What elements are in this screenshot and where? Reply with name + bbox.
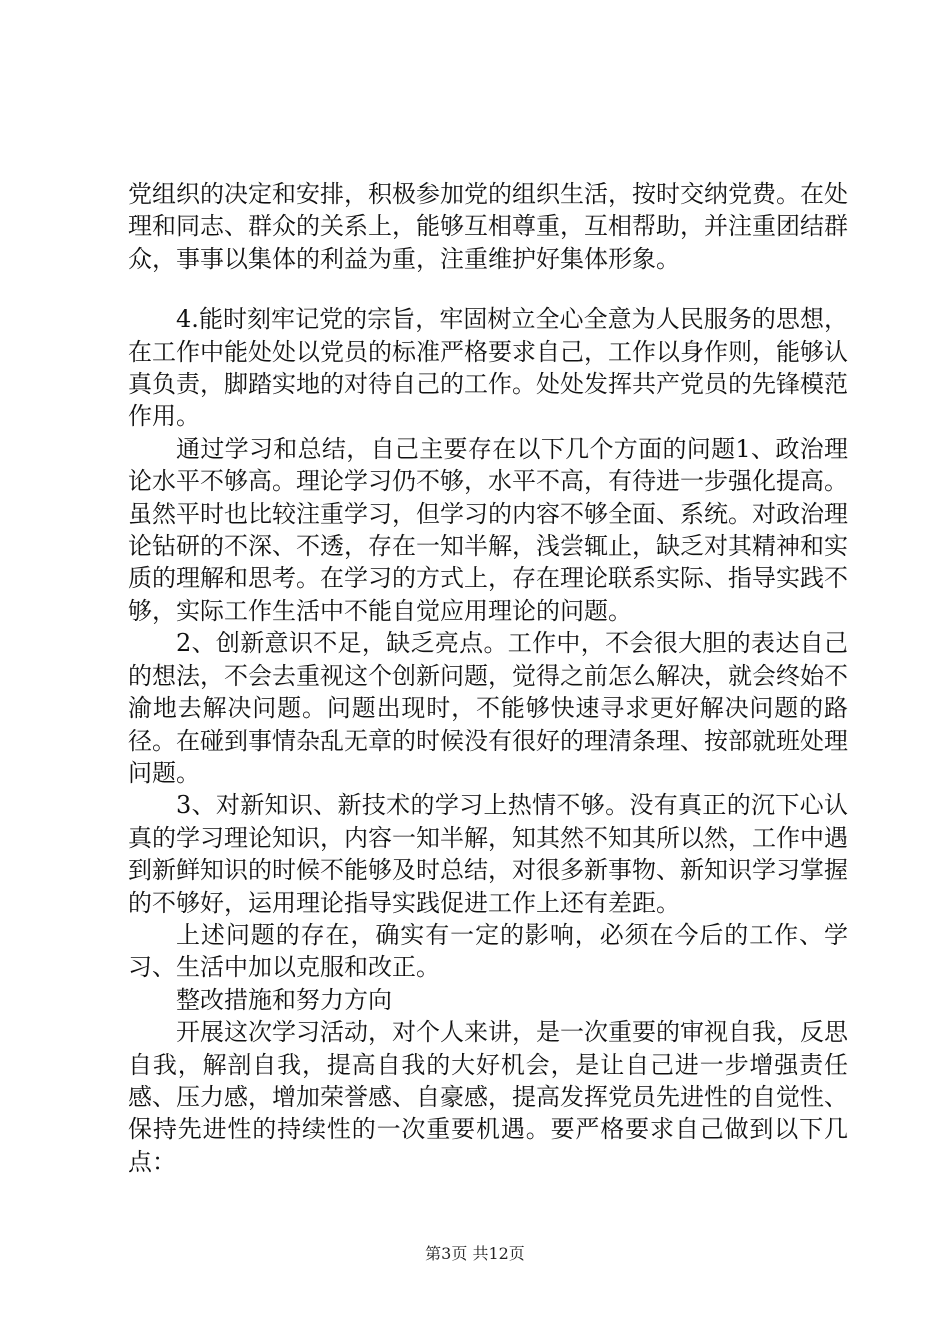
paragraph-problem-2: 2、创新意识不足，缺乏亮点。工作中，不会很大胆的表达自己的想法，不会去重视这个创新问题，觉得之前怎么解决，就会终始不渝地去解决问题。问题出现时，不能够快速寻求更好解决问题的路径。在碰到事情杂乱无章的时候没有很好的理清条理、按部就班处理问题。 [128,629,848,787]
paragraph-problems-intro: 通过学习和总结，自己主要存在以下几个方面的问题1、政治理论水平不够高。理论学习仍不够，水平不高，有待进一步强化提高。虽然平时也比较注重学习，但学习的内容不够全面、系统。对政治理论钻研的不深、不透，存在一知半解，浅尝辄止，缺乏对其精神和实质的理解和思考。在学习的方式上，存在理论联系实际、指导实践不够，实际工作生活中不能自觉应用理论的问题。 [128,434,848,625]
page-footer: 第3页 共12页 [425,1244,525,1263]
document-body [128,178,848,1178]
paragraph-measures: 开展这次学习活动，对个人来讲，是一次重要的审视自我，反思自我，解剖自我，提高自我的大好机会，是让自己进一步增强责任感、压力感，增加荣誉感、自豪感，提高发挥党员先进性的自觉性、保持先进性的持续性的一次重要机遇。要严格要求自己做到以下几点： [128,1018,848,1176]
paragraph-problems-summary: 上述问题的存在，确实有一定的影响，必须在今后的工作、学习、生活中加以克服和改正。 [128,920,848,982]
paragraph-item-4: 4.能时刻牢记党的宗旨，牢固树立全心全意为人民服务的思想，在工作中能处处以党员的标准严格要求自己，工作以身作则，能够认真负责，脚踏实地的对待自己的工作。处处发挥共产党员的先锋模范作用。 [128,305,848,431]
section-heading: 整改措施和努力方向 [176,985,392,1014]
paragraph-problem-3: 3、对新知识、新技术的学习上热情不够。没有真正的沉下心认真的学习理论知识，内容一知半解，知其然不知其所以然，工作中遇到新鲜知识的时候不能够及时总结，对很多新事物、新知识学习掌握的不够好，运用理论指导实践促进工作上还有差距。 [128,791,848,917]
paragraph-continuation: 党组织的决定和安排，积极参加党的组织生活，按时交纳党费。在处理和同志、群众的关系上，能够互相尊重，互相帮助，并注重团结群众，事事以集体的利益为重，注重维护好集体形象。 [128,180,848,273]
